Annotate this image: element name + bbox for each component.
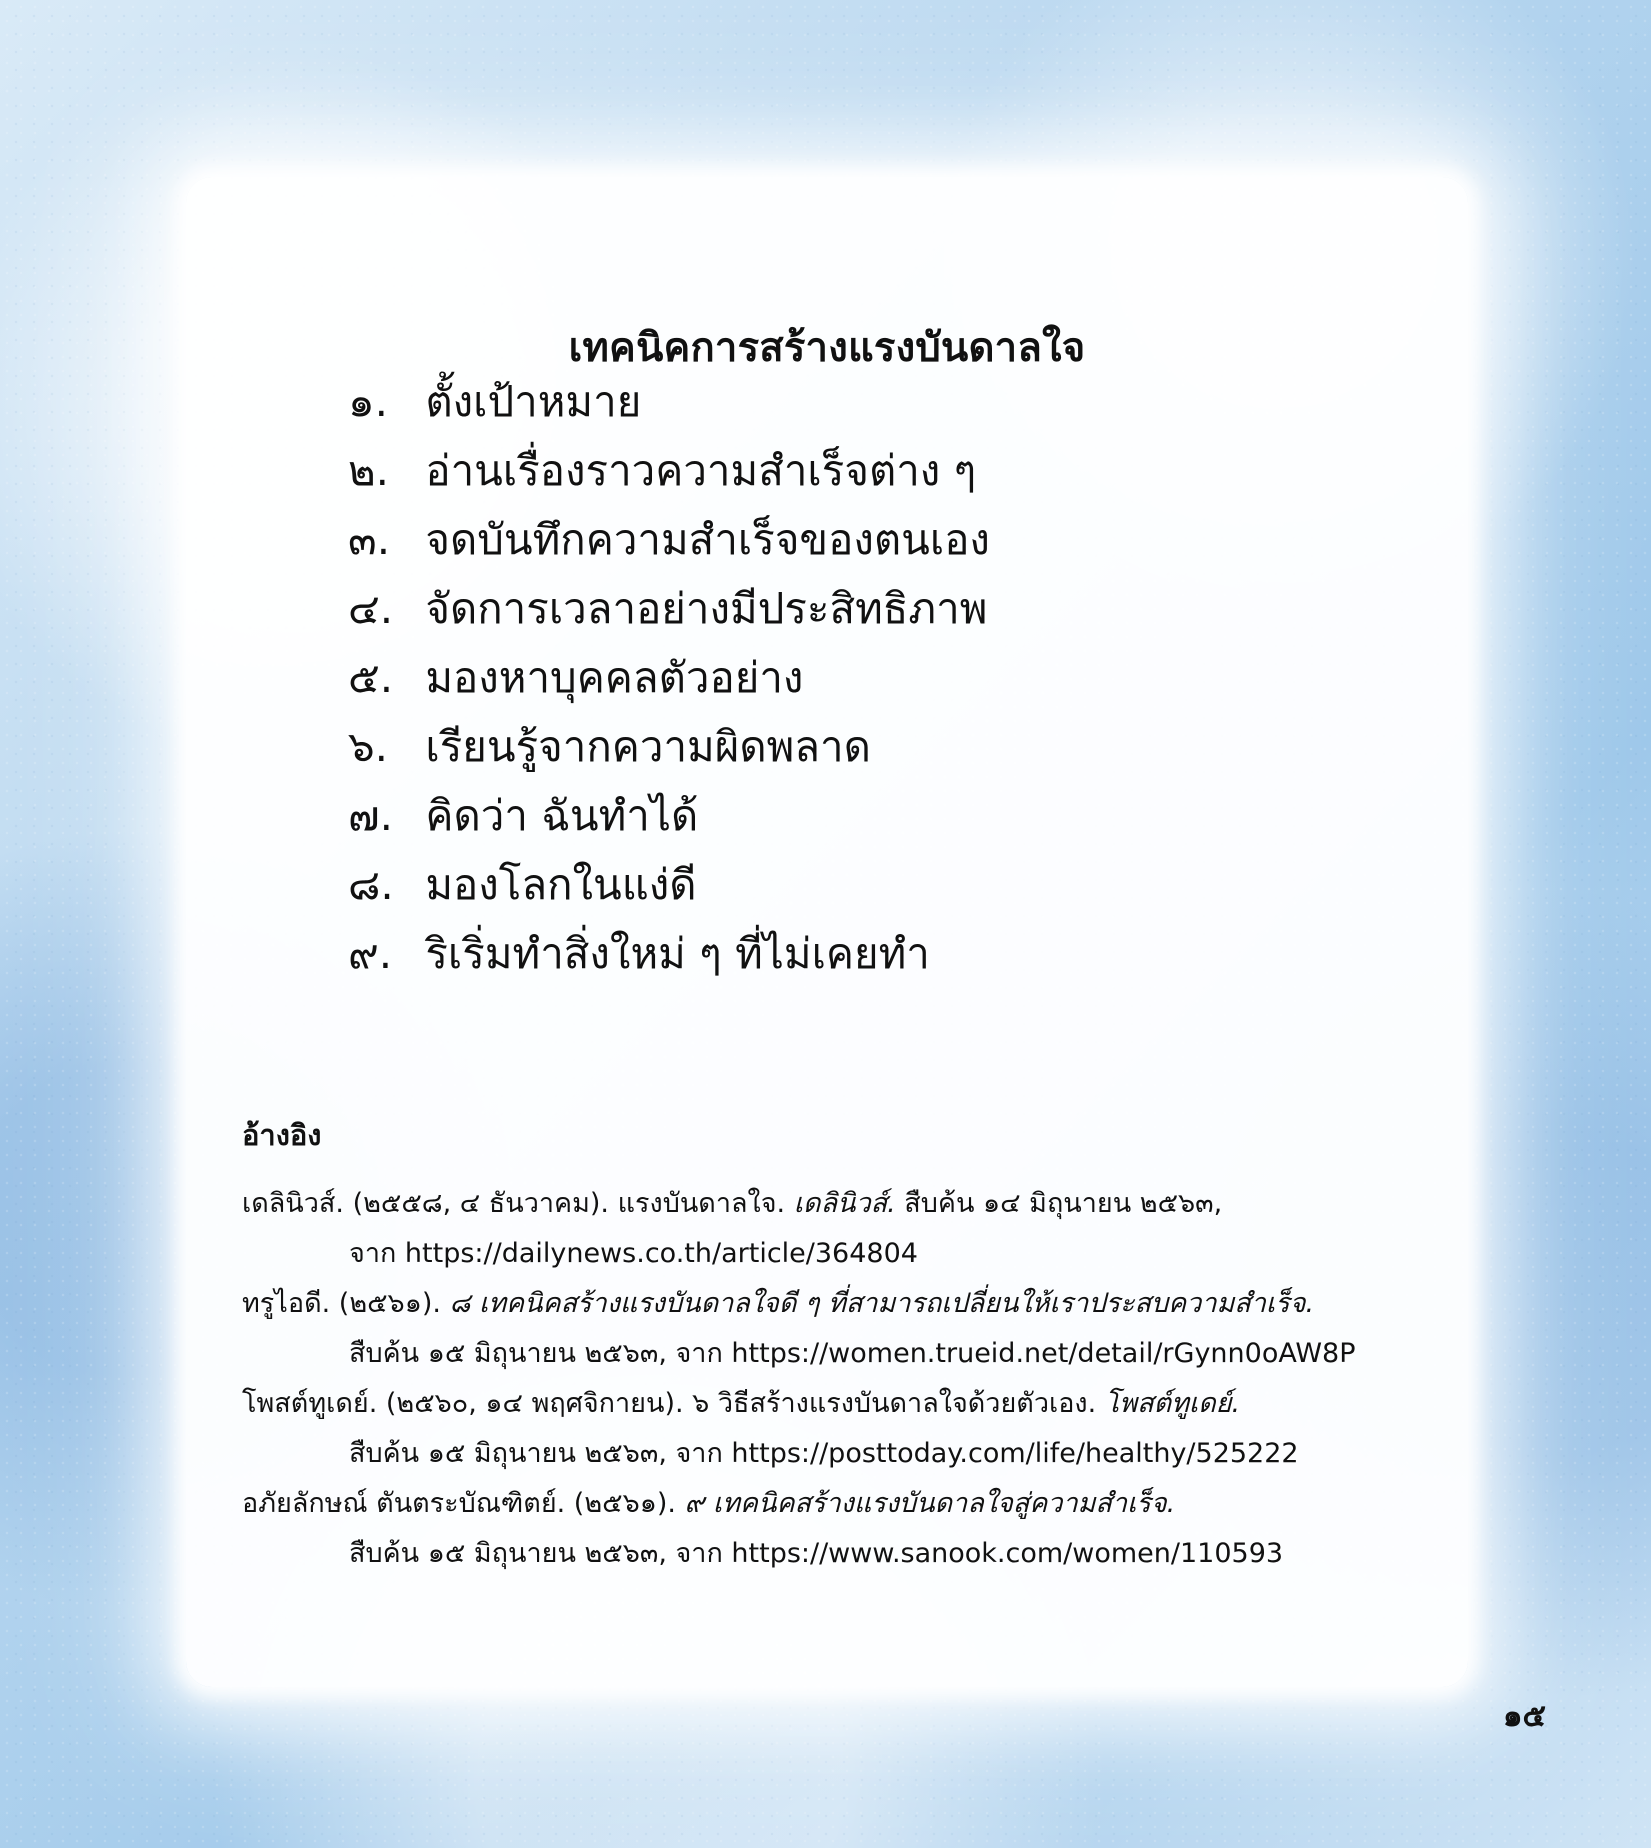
step-item-7 [348,781,990,850]
reference-line-secondary: จาก https://dailynews.co.th/article/364804 [349,1238,918,1269]
step-item-3 [348,505,990,574]
reference-entry-3 [242,1379,1412,1479]
step-text: คิดว่า ฉันทำได้ [425,791,699,840]
reference-line-primary [242,1479,1412,1529]
step-number: ๔. [348,584,394,633]
step-item-2 [348,436,990,505]
step-item-8 [348,850,990,919]
step-text: มองโลกในแง่ดี [425,860,697,909]
reference-italic-text: ๙ เทคนิคสร้างแรงบันดาลใจสู่ความสำเร็จ. [684,1488,1176,1519]
step-number: ๘. [348,860,394,909]
references-heading: อ้างอิง [242,1118,322,1152]
reference-text: โพสต์ทูเดย์. (๒๕๖๐, ๑๔ พฤศจิกายน). ๖ วิธีสร้างแรงบันดาลใจด้วยตัวเอง. [242,1388,1105,1419]
step-number: ๗. [348,791,393,840]
page-number: ๑๕ [1502,1698,1546,1734]
reference-line-primary [242,1379,1412,1429]
inspiration-steps-list [348,367,990,988]
step-text: มองหาบุคคลตัวอย่าง [425,653,804,702]
reference-entry-2 [242,1279,1412,1379]
reference-line-secondary: สืบค้น ๑๕ มิถุนายน ๒๕๖๓, จาก https://www.sanook.com/women/110593 [349,1538,1284,1569]
reference-line-primary [242,1179,1412,1229]
reference-text: อภัยลักษณ์ ตันตระบัณฑิตย์. (๒๕๖๑). [242,1488,685,1519]
step-item-9 [348,919,990,988]
reference-italic-text: ๘ เทคนิคสร้างแรงบันดาลใจดี ๆ ที่สามารถเปลี่ยนให้เราประสบความสำเร็จ. [449,1288,1315,1319]
reference-line-secondary: สืบค้น ๑๕ มิถุนายน ๒๕๖๓, จาก https://posttoday.com/life/healthy/525222 [349,1438,1299,1469]
step-text: ตั้งเป้าหมาย [425,377,642,426]
content-panel [186,177,1468,1687]
reference-text: เดลินิวส์. (๒๕๕๘, ๔ ธันวาคม). แรงบันดาลใจ. [242,1188,794,1219]
step-text: อ่านเรื่องราวความสำเร็จต่าง ๆ [425,446,977,495]
reference-italic-text: เดลินิวส์. [793,1188,896,1219]
step-item-1 [348,367,990,436]
reference-entry-4 [242,1479,1412,1579]
step-number: ๓. [348,515,391,564]
reference-entry-1 [242,1179,1412,1279]
page-title: เทคนิคการสร้างแรงบันดาลใจ [568,324,1086,371]
reference-text: ทรูไอดี. (๒๕๖๑). [242,1288,450,1319]
step-number: ๒. [348,446,390,495]
reference-italic-text: โพสต์ทูเดย์. [1104,1388,1241,1419]
references-section [242,1112,1412,1579]
step-item-6 [348,712,990,781]
step-item-4 [348,574,990,643]
step-text: เรียนรู้จากความผิดพลาด [425,722,871,771]
step-number: ๑. [348,377,389,426]
step-number: ๙. [348,929,393,978]
step-text: จัดการเวลาอย่างมีประสิทธิภาพ [425,584,988,633]
reference-line-primary [242,1279,1412,1329]
step-number: ๕. [348,653,394,702]
reference-line-secondary: สืบค้น ๑๕ มิถุนายน ๒๕๖๓, จาก https://women.trueid.net/detail/rGynn0oAW8P [349,1338,1356,1369]
step-text: ริเริ่มทำสิ่งใหม่ ๆ ที่ไม่เคยทำ [425,929,930,978]
step-item-5 [348,643,990,712]
step-text: จดบันทึกความสำเร็จของตนเอง [425,515,990,564]
reference-text: สืบค้น ๑๔ มิถุนายน ๒๕๖๓, [895,1188,1223,1219]
step-number: ๖. [348,722,389,771]
